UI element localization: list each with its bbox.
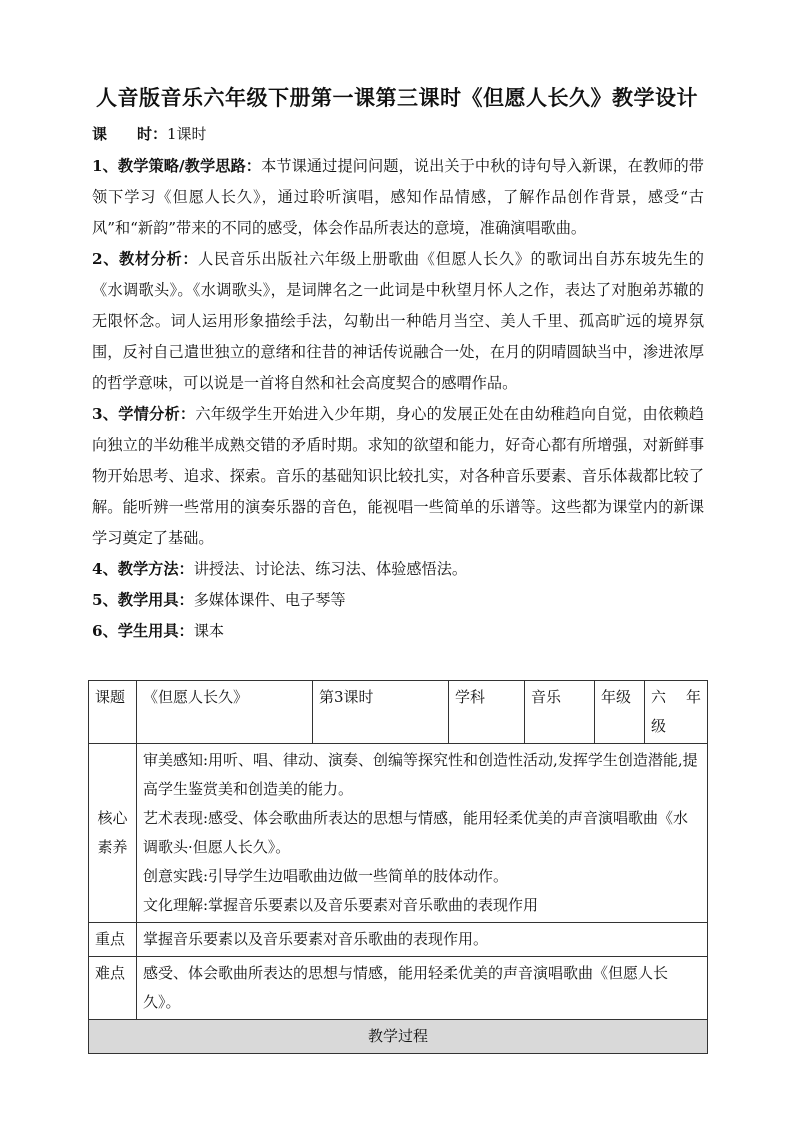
section-label: 6、学生用具： <box>92 622 194 640</box>
section-text: 本节课通过提问问题，说出关于中秋的诗句导入新课，在教师的带领下学习《但愿人长久》，通过聆听演唱，感知作品情感，了解作品创作背景，感受“古风”和“新韵”带来的不同的感受，体会作品所表达的意境，准确演唱歌曲。 <box>92 157 704 237</box>
document-title: 人音版音乐六年级下册第一课第三课时《但愿人长久》教学设计 <box>96 85 698 110</box>
section-label: 1、教学策略/教学思路： <box>92 157 262 175</box>
section-label: 5、教学用具： <box>92 591 194 609</box>
core-literacy-label-cell <box>89 744 137 923</box>
difficulty-content-cell: 感受、体会歌曲所表达的思想与情感，能用轻柔优美的声音演唱歌曲《但愿人长久》。 <box>137 957 708 1020</box>
section-student-analysis <box>92 399 704 554</box>
table-row-difficulty <box>89 957 708 1020</box>
teaching-process-header: 教学过程 <box>89 1020 708 1054</box>
section-text: 课本 <box>193 622 225 640</box>
section-student-tools <box>92 616 704 647</box>
table-row-key-point <box>89 923 708 957</box>
section-text: 六年级学生开始进入少年期，身心的发展正处在由幼稚趋向自觉，由依赖趋向独立的半幼稚半成熟交错的矛盾时期。求知的欲望和能力，好奇心都有所增强，对新鲜事物开始思考、追求、探索。音乐的基础知识比较扎实，对各种音乐要素、音乐体裁都比较了解。能听辨一些常用的演奏乐器的音色，能视唱一些简单的乐谱等。这些都为课堂内的新课学习奠定了基础。 <box>92 405 704 547</box>
section-label: 4、教学方法： <box>92 560 194 578</box>
section-text: 讲授法、讨论法、练习法、体验感悟法。 <box>193 560 468 578</box>
lesson-overview <box>92 151 704 647</box>
class-hours-label: 课 时： <box>92 125 168 143</box>
core-literacy-content-cell <box>137 744 708 923</box>
class-hours-value: 1课时 <box>167 125 207 143</box>
table-row-info <box>89 681 708 744</box>
section-teaching-tools <box>92 585 704 616</box>
section-text: 人民音乐出版社六年级上册歌曲《但愿人长久》的歌词出自苏东坡先生的《水调歌头》。《水调歌头》，是词牌名之一此词是中秋望月怀人之作，表达了对胞弟苏辙的无限怀念。词人运用形象描绘手法，勾勒出一种皓月当空、美人千里、孤高旷远的境界氛围，反衬自己遣世独立的意绪和往昔的神话传说融合一处，在月的阴晴圆缺当中，渗进浓厚的哲学意味，可以说是一首将自然和社会高度契合的感喟作品。 <box>92 250 704 392</box>
section-text: 多媒体课件、电子琴等 <box>193 591 346 609</box>
section-label: 2、教材分析： <box>92 250 199 268</box>
table-row-core-literacy <box>89 744 708 923</box>
table-row-process-header <box>89 1020 708 1054</box>
section-label: 3、学情分析： <box>92 405 196 423</box>
grade-value-cell: 六 年级 <box>645 681 708 744</box>
subject-value-cell: 音乐 <box>525 681 595 744</box>
core-literacy-item: 文化理解:掌握音乐要素以及音乐要素对音乐歌曲的表现作用 <box>143 896 539 914</box>
lesson-plan-table <box>88 680 708 1054</box>
core-literacy-label-line: 素养 <box>97 838 128 856</box>
section-methods <box>92 554 704 585</box>
core-literacy-item: 创意实践:引导学生边唱歌曲边做一些简单的肢体动作。 <box>143 867 509 885</box>
topic-value-cell: 《但愿人长久》 <box>137 681 313 744</box>
section-material-analysis <box>92 244 704 399</box>
core-literacy-item: 艺术表现:感受、体会歌曲所表达的思想与情感，能用轻柔优美的声音演唱歌曲《水调歌头·但愿人长久》。 <box>143 809 689 856</box>
period-cell: 第3课时 <box>313 681 449 744</box>
subject-label-cell: 学科 <box>449 681 525 744</box>
grade-label-cell: 年级 <box>595 681 645 744</box>
section-strategy <box>92 151 704 244</box>
core-literacy-item: 审美感知:用听、唱、律动、演奏、创编等探究性和创造性活动,发挥学生创造潜能,提高学生鉴赏美和创造美的能力。 <box>143 751 698 798</box>
key-point-label-cell: 重点 <box>89 923 137 957</box>
difficulty-label-cell: 难点 <box>89 957 137 1020</box>
key-point-content-cell: 掌握音乐要素以及音乐要素对音乐歌曲的表现作用。 <box>137 923 708 957</box>
class-hours-line <box>92 122 207 146</box>
topic-label-cell: 课题 <box>89 681 137 744</box>
core-literacy-label-line: 核心 <box>97 809 128 827</box>
